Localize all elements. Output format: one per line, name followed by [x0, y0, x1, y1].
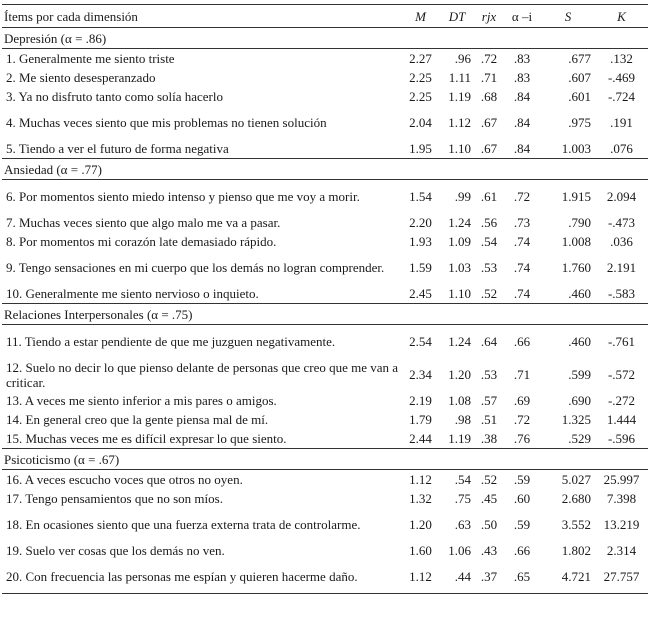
kurtosis-value: .132 — [610, 51, 633, 66]
table-row — [2, 560, 648, 594]
alpha-if-deleted-value: .60 — [513, 491, 531, 506]
kurtosis-value: -.272 — [607, 393, 636, 408]
item-text: 12. Suelo no decir lo que pienso delante de personas que creo que me van a criticar. — [6, 359, 399, 390]
mean-value: 1.79 — [409, 412, 432, 427]
kurtosis-value: -.473 — [607, 215, 636, 230]
kurtosis-value: .191 — [610, 115, 633, 130]
sd-value: 1.03 — [448, 260, 471, 275]
item-text: 10. Generalmente me siento nervioso o inquieto. — [6, 286, 259, 301]
alpha-if-deleted-value: .84 — [513, 89, 531, 104]
alpha-if-deleted-value: .66 — [513, 543, 531, 558]
rjx-value: .57 — [480, 393, 498, 408]
dimension-header-row — [2, 159, 648, 180]
skewness-value: 1.915 — [561, 189, 591, 204]
rjx-value: .67 — [480, 115, 498, 130]
table-row — [2, 213, 648, 232]
mean-value: 2.19 — [409, 393, 432, 408]
alpha-if-deleted-value: .59 — [513, 517, 531, 532]
skewness-value: 4.721 — [541, 560, 595, 594]
rjx-value: .71 — [480, 70, 498, 85]
skewness-value: 1.760 — [561, 260, 591, 275]
skewness-value: .690 — [568, 393, 591, 408]
skewness-value: 3.552 — [561, 517, 591, 532]
table-row — [2, 429, 648, 449]
skewness-value: .790 — [568, 215, 591, 230]
table-row — [2, 489, 648, 508]
sd-value: 1.19 — [448, 431, 471, 446]
item-text: 13. A veces me siento inferior a mis pares o amigos. — [6, 393, 277, 408]
table-row — [2, 391, 648, 410]
rjx-value: .54 — [480, 234, 498, 249]
kurtosis-value: 2.191 — [606, 260, 637, 275]
mean-value: 2.04 — [409, 115, 432, 130]
kurtosis-value: 27.757 — [595, 560, 648, 594]
kurtosis-value: -.596 — [607, 431, 636, 446]
dimension-title: Psicoticismo (α = .67) — [2, 449, 648, 470]
mean-value: 2.34 — [409, 367, 432, 382]
item-text: 2. Me siento desesperanzado — [6, 70, 156, 85]
skewness-value: .975 — [568, 115, 591, 130]
item-text: 19. Suelo ver cosas que los demás no ven. — [6, 543, 225, 558]
skewness-value: 1.008 — [561, 234, 591, 249]
mean-value: 1.93 — [409, 234, 432, 249]
skewness-value: .460 — [568, 286, 591, 301]
mean-value: 1.32 — [409, 491, 432, 506]
item-text: 20. Con frecuencia las personas me espían y quieren hacerme daño. — [2, 560, 402, 594]
rjx-value: .53 — [480, 260, 498, 275]
sd-value: 1.24 — [448, 215, 471, 230]
rjx-value: .72 — [480, 51, 498, 66]
kurtosis-value: 7.398 — [606, 491, 637, 506]
mean-value: 1.95 — [409, 141, 432, 156]
dimension-header-row — [2, 304, 648, 325]
item-text: 14. En general creo que la gente piensa mal de mí. — [6, 412, 269, 427]
kurtosis-value: .036 — [610, 234, 633, 249]
rjx-value: .61 — [480, 189, 498, 204]
rjx-value: .68 — [480, 89, 498, 104]
sd-value: 1.06 — [448, 543, 471, 558]
rjx-value: .53 — [480, 367, 498, 382]
table-row — [2, 284, 648, 304]
kurtosis-value: -.469 — [607, 70, 636, 85]
table-row — [2, 358, 648, 391]
sd-value: 1.11 — [448, 70, 471, 85]
mean-value: 1.54 — [409, 189, 432, 204]
sd-value: 1.09 — [448, 234, 471, 249]
rjx-value: .56 — [480, 215, 498, 230]
sd-value: 1.20 — [448, 367, 471, 382]
table-row — [2, 410, 648, 429]
kurtosis-value: -.572 — [607, 367, 636, 382]
alpha-if-deleted-value: .71 — [513, 367, 531, 382]
skewness-value: .529 — [568, 431, 591, 446]
dimension-title: Depresión (α = .86) — [2, 28, 648, 49]
item-text: 7. Muchas veces siento que algo malo me va a pasar. — [6, 215, 281, 230]
alpha-if-deleted-value: .59 — [513, 472, 531, 487]
rjx-value: .51 — [480, 412, 498, 427]
dimension-title: Ansiedad (α = .77) — [2, 159, 648, 180]
sd-value: 1.12 — [448, 115, 471, 130]
skewness-value: .601 — [568, 89, 591, 104]
table-row — [2, 541, 648, 560]
item-text: 5. Tiendo a ver el futuro de forma negativa — [6, 141, 229, 156]
rjx-value: .64 — [480, 334, 498, 349]
item-text: 17. Tengo pensamientos que no son míos. — [6, 491, 223, 506]
kurtosis-value: 2.094 — [606, 189, 637, 204]
item-text: 18. En ocasiones siento que una fuerza externa trata de controlarme. — [6, 517, 361, 532]
item-text: 9. Tengo sensaciones en mi cuerpo que los demás no logran comprender. — [6, 260, 385, 275]
skewness-value: .607 — [568, 70, 591, 85]
kurtosis-value: -.724 — [607, 89, 636, 104]
rjx-value: .67 — [480, 141, 498, 156]
alpha-if-deleted-value: .83 — [513, 70, 531, 85]
rjx-value: .43 — [480, 543, 498, 558]
sd-value: 1.10 — [448, 141, 471, 156]
header-skewness: S — [541, 5, 595, 28]
rjx-value: .37 — [475, 560, 503, 594]
table-row — [2, 251, 648, 284]
rjx-value: .50 — [480, 517, 498, 532]
header-alpha-if-deleted: α –i — [503, 5, 541, 28]
mean-value: 1.20 — [409, 517, 432, 532]
table-row — [2, 68, 648, 87]
kurtosis-value: .076 — [610, 141, 633, 156]
rjx-value: .45 — [480, 491, 498, 506]
header-items: Ítems por cada dimensión — [2, 5, 402, 28]
alpha-if-deleted-value: .83 — [513, 51, 531, 66]
mean-value: 2.25 — [409, 70, 432, 85]
mean-value: 2.27 — [409, 51, 432, 66]
kurtosis-value: 2.314 — [606, 543, 637, 558]
mean-value: 1.59 — [409, 260, 432, 275]
alpha-if-deleted-value: .74 — [513, 234, 531, 249]
table-row — [2, 180, 648, 214]
skewness-value: .460 — [568, 334, 591, 349]
skewness-value: .599 — [568, 367, 591, 382]
table-header — [2, 5, 648, 28]
sd-value: .96 — [454, 51, 471, 66]
mean-value: 1.12 — [402, 560, 439, 594]
alpha-if-deleted-value: .74 — [513, 286, 531, 301]
dimension-header-row — [2, 28, 648, 49]
sd-value: 1.10 — [448, 286, 471, 301]
dimension-header-row — [2, 449, 648, 470]
rjx-value: .52 — [480, 472, 498, 487]
skewness-value: 2.680 — [561, 491, 591, 506]
kurtosis-value: 25.997 — [603, 472, 640, 487]
table-row — [2, 470, 648, 490]
mean-value: 2.44 — [409, 431, 432, 446]
item-text: 4. Muchas veces siento que mis problemas no tienen solución — [6, 115, 327, 130]
table-row — [2, 49, 648, 69]
item-text: 8. Por momentos mi corazón late demasiado rápido. — [6, 234, 277, 249]
rjx-value: .52 — [480, 286, 498, 301]
mean-value: 2.25 — [409, 89, 432, 104]
alpha-if-deleted-value: .72 — [513, 412, 531, 427]
sd-value: .63 — [454, 517, 471, 532]
header-mean: M — [402, 5, 439, 28]
header-rjx: rjx — [475, 5, 503, 28]
sd-value: 1.24 — [448, 334, 471, 349]
sd-value: .98 — [454, 412, 471, 427]
alpha-if-deleted-value: .69 — [513, 393, 531, 408]
kurtosis-value: -.583 — [607, 286, 636, 301]
header-sd: DT — [439, 5, 475, 28]
alpha-if-deleted-value: .73 — [513, 215, 531, 230]
table-row — [2, 139, 648, 159]
item-text: 6. Por momentos siento miedo intenso y pienso que me voy a morir. — [6, 189, 360, 204]
sd-value: 1.19 — [448, 89, 471, 104]
psychometric-items-table — [2, 4, 648, 594]
skewness-value: 1.325 — [561, 412, 591, 427]
item-text: 1. Generalmente me siento triste — [6, 51, 175, 66]
mean-value: 2.45 — [409, 286, 432, 301]
header-row — [2, 5, 648, 28]
sd-value: .75 — [454, 491, 471, 506]
rjx-value: .38 — [480, 431, 498, 446]
header-kurtosis: K — [595, 5, 648, 28]
table-row — [2, 106, 648, 139]
item-text: 16. A veces escucho voces que otros no oyen. — [6, 472, 243, 487]
skewness-value: 5.027 — [561, 472, 591, 487]
sd-value: 1.08 — [448, 393, 471, 408]
table-body — [2, 28, 648, 594]
table-row — [2, 87, 648, 106]
kurtosis-value: -.761 — [607, 334, 636, 349]
skewness-value: 1.003 — [561, 141, 591, 156]
dimension-title: Relaciones Interpersonales (α = .75) — [2, 304, 648, 325]
kurtosis-value: 13.219 — [603, 517, 640, 532]
sd-value: .44 — [439, 560, 475, 594]
item-text: 11. Tiendo a estar pendiente de que me juzguen negativamente. — [6, 334, 336, 349]
item-text: 3. Ya no disfruto tanto como solía hacerlo — [6, 89, 223, 104]
mean-value: 2.54 — [409, 334, 432, 349]
alpha-if-deleted-value: .84 — [513, 115, 531, 130]
mean-value: 2.20 — [409, 215, 432, 230]
sd-value: .99 — [454, 189, 471, 204]
table-row — [2, 508, 648, 541]
alpha-if-deleted-value: .72 — [513, 189, 531, 204]
table-row — [2, 325, 648, 359]
mean-value: 1.12 — [409, 472, 432, 487]
mean-value: 1.60 — [409, 543, 432, 558]
table-row — [2, 232, 648, 251]
alpha-if-deleted-value: .76 — [513, 431, 531, 446]
sd-value: .54 — [454, 472, 471, 487]
alpha-if-deleted-value: .66 — [513, 334, 531, 349]
kurtosis-value: 1.444 — [606, 412, 637, 427]
skewness-value: .677 — [568, 51, 591, 66]
alpha-if-deleted-value: .65 — [503, 560, 541, 594]
alpha-if-deleted-value: .74 — [513, 260, 531, 275]
skewness-value: 1.802 — [561, 543, 591, 558]
item-text: 15. Muchas veces me es difícil expresar lo que siento. — [6, 431, 287, 446]
alpha-if-deleted-value: .84 — [513, 141, 531, 156]
